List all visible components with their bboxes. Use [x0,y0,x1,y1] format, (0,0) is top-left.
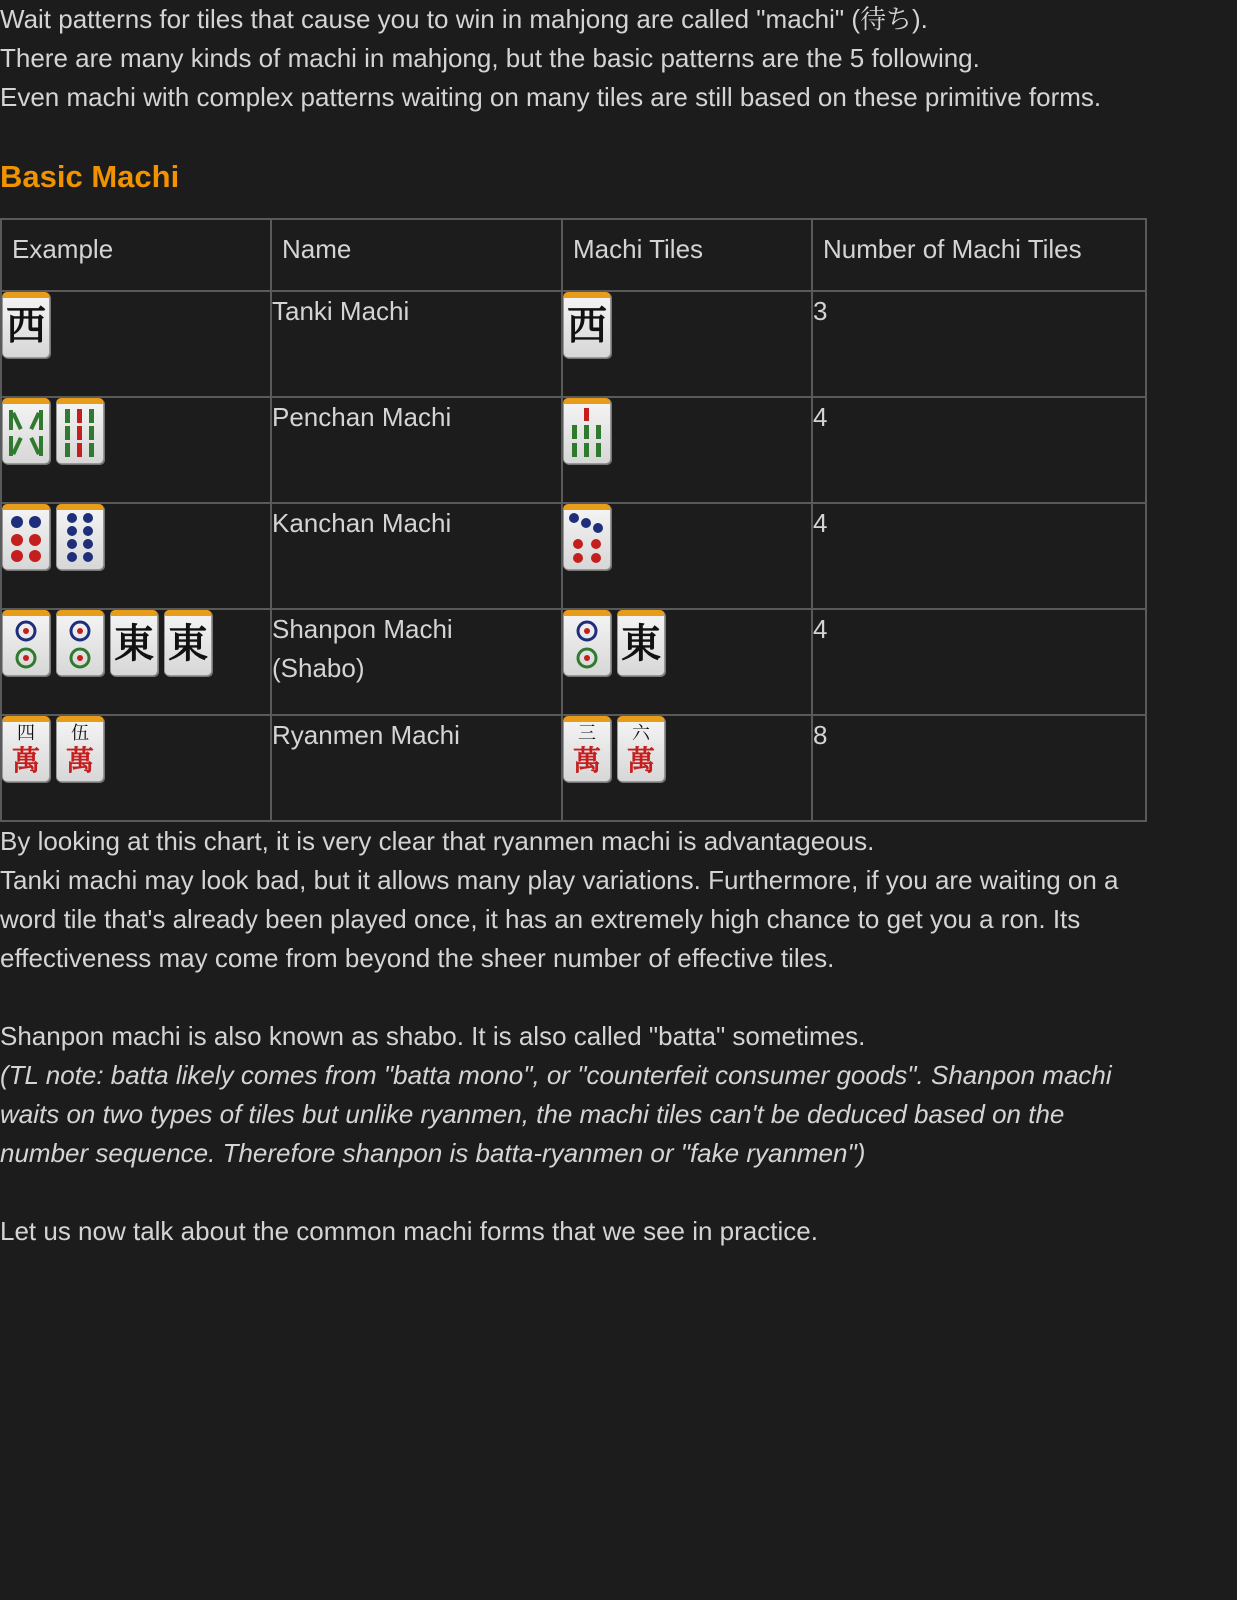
machi-tiles-cell [562,503,812,609]
header-number: Number of Machi Tiles [812,219,1146,291]
header-name: Name [271,219,562,291]
intro-line: There are many kinds of machi in mahjong, but the basic patterns are the 5 following. [0,43,980,73]
2-pin-tile [563,610,611,676]
machi-count: 4 [812,503,1146,609]
example-cell [1,715,271,821]
machi-name: Kanchan Machi [271,503,562,609]
8-sou-tile [2,398,50,464]
machi-count: 4 [812,609,1146,715]
6-pin-tile [2,504,50,570]
machi-tiles-cell [562,291,812,397]
paragraph-line: By looking at this chart, it is very clear that ryanmen machi is advantageous. [0,826,875,856]
machi-tiles-cell [562,609,812,715]
6-man-tile: 六 萬 [617,716,665,782]
table-row [1,715,1146,821]
machi-count: 3 [812,291,1146,397]
paragraph-line: Shanpon machi is also known as shabo. It is also called "batta" sometimes. [0,1021,866,1051]
intro-paragraph [0,0,1237,117]
header-machi-tiles: Machi Tiles [562,219,812,291]
east-wind-tile: 東 [617,610,665,676]
section-heading: Basic Machi [0,159,180,194]
west-wind-tile: 西 [2,292,50,358]
table-row [1,609,1146,715]
intro-line: Even machi with complex patterns waiting on many tiles are still based on these primitive forms. [0,82,1102,112]
translator-note: waits on two types of tiles but unlike ryanmen, the machi tiles can't be deduced based on the [0,1099,1065,1129]
paragraph-line: word tile that's already been played once, it has an extremely high chance to get you a ron. Its [0,904,1081,934]
9-sou-tile [56,398,104,464]
8-pin-tile [56,504,104,570]
2-pin-tile [2,610,50,676]
west-wind-tile: 西 [563,292,611,358]
machi-name: Tanki Machi [271,291,562,397]
4-man-tile: 四 萬 [2,716,50,782]
east-wind-tile: 東 [110,610,158,676]
5-man-tile: 伍 萬 [56,716,104,782]
basic-machi-table [0,218,1147,822]
table-row [1,503,1146,609]
example-cell [1,609,271,715]
table-row [1,291,1146,397]
machi-name: Ryanmen Machi [271,715,562,821]
paragraph-line: Tanki machi may look bad, but it allows many play variations. Furthermore, if you are waiting on a [0,865,1119,895]
machi-name: Shanpon Machi (Shabo) [271,609,562,715]
7-sou-tile [563,398,611,464]
machi-count: 4 [812,397,1146,503]
7-pin-tile [563,504,611,570]
machi-name: Penchan Machi [271,397,562,503]
table-header-row [1,219,1146,291]
example-cell [1,397,271,503]
3-man-tile: 三 萬 [563,716,611,782]
machi-count: 8 [812,715,1146,821]
translator-note: (TL note: batta likely comes from "batta mono", or "counterfeit consumer goods". Shanpon machi [0,1060,1112,1090]
example-cell [1,291,271,397]
paragraph-line: Let us now talk about the common machi forms that we see in practice. [0,1216,818,1246]
header-example: Example [1,219,271,291]
table-row [1,397,1146,503]
explanation-text [0,822,1237,1251]
machi-tiles-cell [562,715,812,821]
paragraph-line: effectiveness may come from beyond the sheer number of effective tiles. [0,943,835,973]
translator-note: number sequence. Therefore shanpon is batta-ryanmen or "fake ryanmen") [0,1138,866,1168]
machi-tiles-cell [562,397,812,503]
east-wind-tile: 東 [164,610,212,676]
2-pin-tile [56,610,104,676]
example-cell [1,503,271,609]
intro-line: Wait patterns for tiles that cause you to win in mahjong are called "machi" (待ち). [0,4,928,34]
